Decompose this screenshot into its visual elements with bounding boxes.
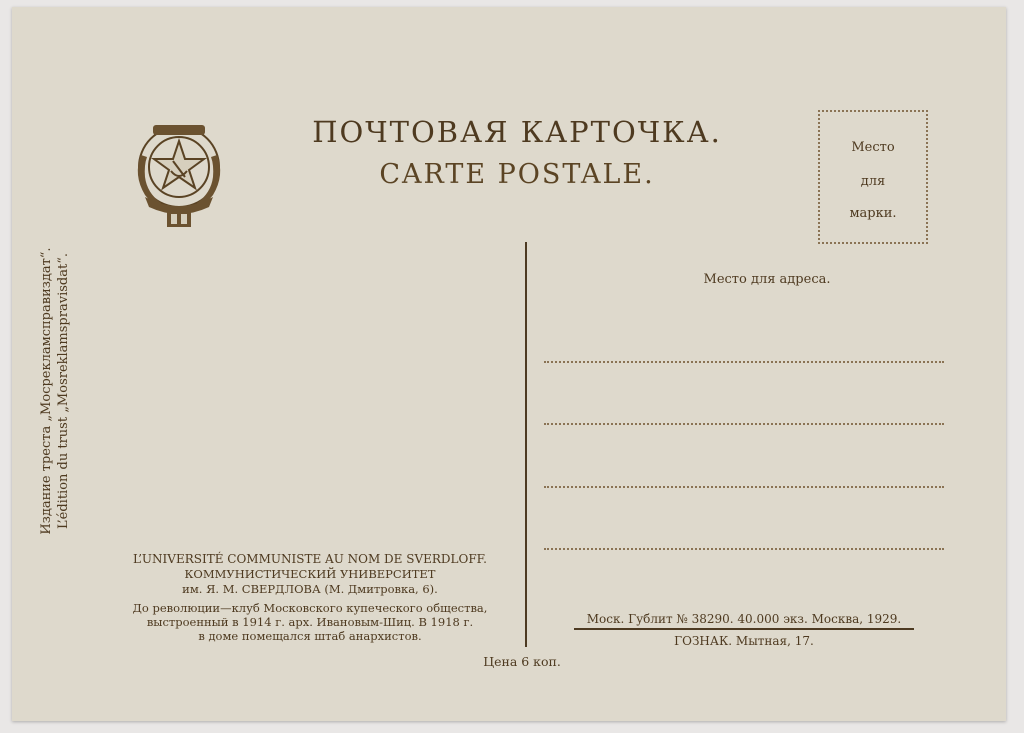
publisher-line-ru: Издание треста „Мосрекламсправиздат“.: [39, 247, 54, 535]
center-divider-line: [525, 242, 527, 647]
caption-russian: КОММУНИСТИЧЕСКИЙ УНИВЕРСИТЕТ: [184, 567, 436, 581]
title-french: CARTE POSTALE.: [379, 159, 655, 190]
address-line: [544, 423, 944, 425]
title-russian: ПОЧТОВАЯ КАРТОЧКА.: [312, 115, 722, 149]
postcard: [12, 7, 1006, 721]
price-label: Цена 6 коп.: [483, 654, 561, 669]
caption-name: им. Я. М. СВЕРДЛОВА (М. Дмитровка, 6).: [182, 582, 438, 596]
caption-desc-line: До революции—клуб Московского купеческого общества,: [132, 601, 488, 615]
address-label: Место для адреса.: [703, 272, 831, 287]
imprint-line-2: ГОЗНАК. Мытная, 17.: [674, 634, 814, 648]
caption-french: L’UNIVERSITÉ COMMUNISTE AU NOM DE SVERDLOFF.: [133, 552, 487, 566]
stamp-text-line: для: [860, 174, 886, 189]
address-line: [544, 361, 944, 363]
caption-description: [100, 601, 520, 643]
publisher-line-fr: L’édition du trust „Mosreklamspravisdat“.: [56, 253, 71, 529]
caption-desc-line: выстроенный в 1914 г. арх. Ивановым-Шиц. В 1918 г.: [146, 615, 474, 629]
stamp-text-line: Место: [851, 140, 895, 155]
address-line: [544, 486, 944, 488]
stamp-text-line: марки.: [849, 206, 897, 221]
caption-desc-line: в доме помещался штаб анархистов.: [198, 629, 422, 643]
print-imprint: [574, 612, 914, 648]
address-line: [544, 548, 944, 550]
soviet-emblem-icon: [127, 115, 231, 233]
stamp-placeholder-box: [818, 110, 928, 244]
publisher-imprint-vertical: [39, 222, 71, 552]
imprint-line-1: Моск. Гублит № 38290. 40.000 экз. Москва, 1929.: [574, 612, 914, 630]
caption-block: [100, 552, 520, 643]
